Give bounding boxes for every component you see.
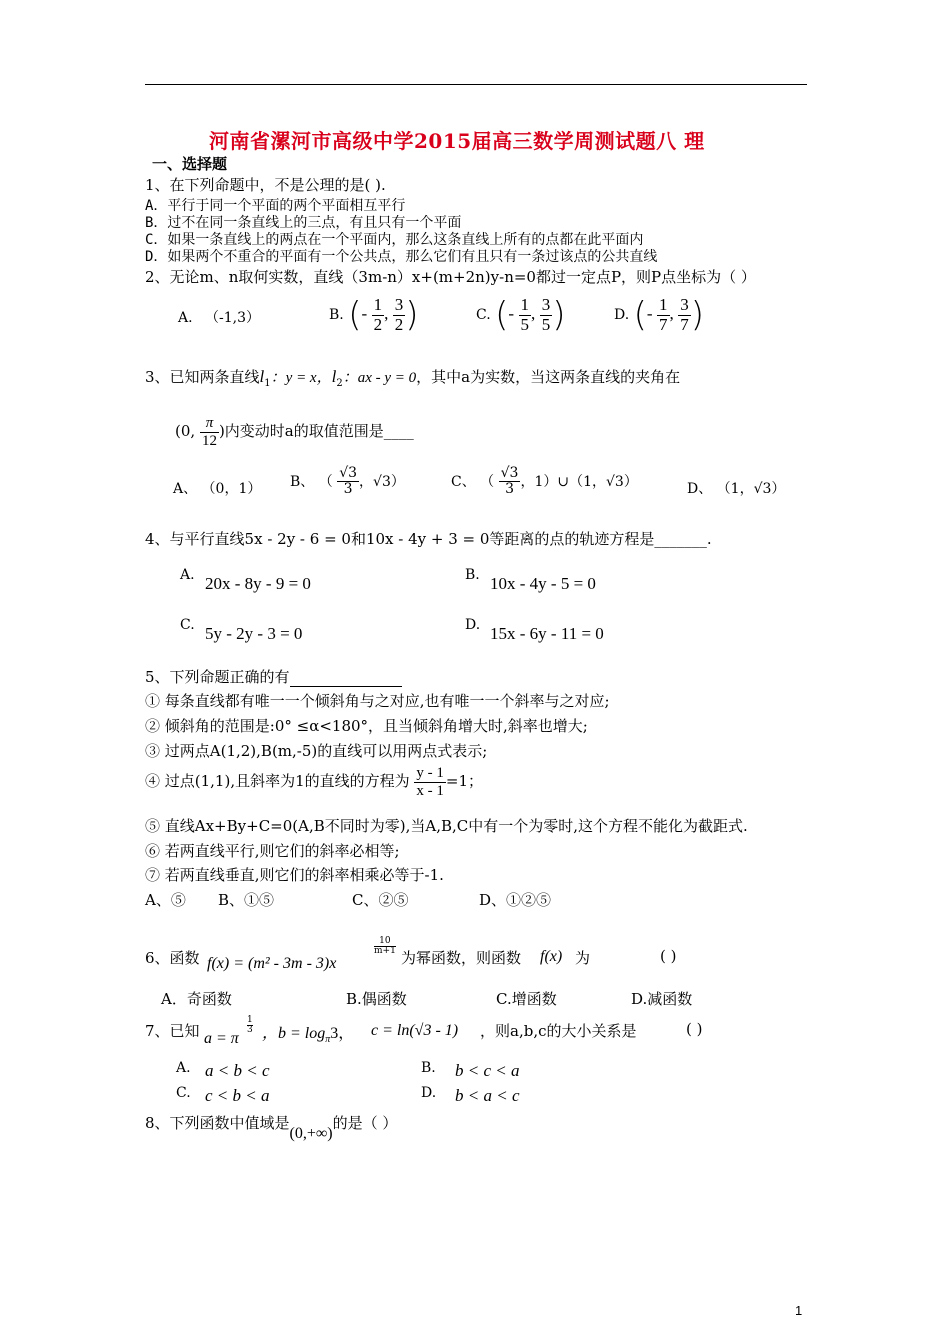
q5-option-b: B、①⑤ [218, 891, 275, 909]
q3-option-b [290, 466, 405, 498]
q5-statement-4 [145, 765, 483, 799]
q6-function: f(x) = (m² - 3m - 3)x [207, 955, 337, 972]
q4-option-d-label: D. [465, 617, 481, 633]
q2-option-a-label: A. [178, 310, 193, 326]
q2-option-d: D. (- $\frac{1}{7}$ , $\frac{3}{7}$ ) [614, 295, 704, 336]
q3b-sqrt3: √3 [339, 465, 358, 481]
q7-b-sub: π [325, 1034, 331, 1045]
q5-statement-7: ⑦ 若两直线垂直,则它们的斜率相乘必等于-1. [145, 866, 444, 884]
q3b-three: 3 [343, 481, 353, 498]
q3-l1-sub: 1 [264, 378, 271, 389]
q7-a-exp-num: 1 [247, 1015, 253, 1025]
q3-l1-eq: ：y = x， [270, 370, 332, 386]
q2-option-a-value: （-1,3） [205, 310, 261, 326]
q6-stem-pre: 6、函数 [145, 949, 200, 967]
q6-paren: ( ) [660, 947, 677, 965]
q6-exp-den: m+1 [374, 946, 396, 957]
q2c-den1: 5 [520, 314, 530, 334]
q6-post: 为 [575, 949, 591, 967]
q7-a-exp-den: 3 [247, 1025, 253, 1036]
q3-option-c-post: ，1）∪（1，√3） [520, 473, 638, 490]
q2c-num2: 3 [541, 295, 551, 314]
q3-option-b-post: ，√3） [359, 473, 405, 490]
q2b-num2: 3 [394, 295, 404, 314]
q7-option-d: b < a < c [455, 1086, 520, 1105]
q2b-den1: 2 [373, 314, 383, 334]
q3-stem [145, 366, 680, 389]
q2-stem: 2、无论m、n取何实数，直线（3m-n）x+(m+2n)y-n=0都过一定点P，则P点坐标为（ ） [145, 268, 756, 286]
q6-option-a: A．奇函数 [161, 990, 232, 1008]
q3-twelve: 12 [201, 432, 217, 449]
q7-paren: ( ) [686, 1020, 703, 1038]
q3c-sqrt3: √3 [500, 465, 519, 481]
q3-option-b-pre: B、 （ [290, 473, 333, 490]
q8-stem [145, 1112, 398, 1142]
q7-b [262, 1020, 354, 1045]
q5-s4-post: =1； [445, 772, 484, 790]
q6-mid: 为幂函数，则函数 [401, 949, 522, 967]
q6-exp-num: 10 [374, 937, 396, 947]
q2d-num2: 3 [680, 295, 689, 314]
q1-stem: 1、在下列命题中，不是公理的是( ). [145, 176, 386, 194]
q7-option-b-label: B. [421, 1060, 436, 1076]
q5-stem-text: 5、下列命题正确的有 [145, 668, 290, 686]
page-number: 1 [795, 1303, 803, 1318]
q5-option-c: C、②⑤ [352, 891, 409, 909]
q6-option-c: C.增函数 [496, 990, 557, 1008]
q2d-den2: 7 [680, 314, 689, 334]
q4-option-b: 10x - 4y - 5 = 0 [490, 574, 596, 593]
q2-option-d-label: D. [614, 307, 630, 324]
q8-stem-post: 的是（ ） [332, 1114, 398, 1132]
q2-option-b-label: B. [329, 307, 344, 324]
q2c-den2: 5 [541, 314, 551, 334]
q3-option-c-pre: C、 （ [451, 473, 495, 490]
q2-option-b: B. (- $\frac{1}{2}$ , $\frac{3}{2}$ ) [329, 295, 419, 336]
q2d-den1: 7 [659, 314, 668, 334]
q7-c-eq: c = ln(√3 - 1) [371, 1022, 459, 1039]
q1-option-d: D．如果两个不重合的平面有一个公共点，那么它们有且只有一条过该点的公共直线 [145, 249, 658, 265]
q3-range [175, 415, 414, 449]
q5-s4-den: x - 1 [416, 782, 444, 799]
q6-option-d: D.减函数 [631, 990, 693, 1008]
q3-option-d: D、 （1，√3） [687, 481, 786, 497]
q2-option-c: C. (- $\frac{1}{5}$ , $\frac{3}{5}$ ) [476, 295, 566, 336]
q4-option-b-label: B. [465, 567, 480, 583]
page-title: 河南省漯河市高级中学2015届高三数学周测试题八 理 [209, 129, 705, 153]
q3-range-pre: (0, [175, 422, 196, 440]
q5-statement-1: ① 每条直线都有唯一一个倾斜角与之对应,也有唯一一个斜率与之对应; [145, 692, 610, 710]
q4-stem: 4、与平行直线5x - 2y - 6 = 0和10x - 4y + 3 = 0等距离的点的轨迹方程是_______. [145, 530, 712, 548]
q7-stem-post: ，则a,b,c的大小关系是 [480, 1022, 637, 1040]
q3-l2: l [331, 367, 337, 386]
q6-exponent [374, 937, 396, 957]
q4-option-a: 20x - 8y - 9 = 0 [205, 574, 311, 593]
q2-option-c-label: C. [476, 307, 491, 324]
q2-option-a [178, 307, 260, 327]
q5-statement-5: ⑤ 直线Ax+By+C=0(A,B不同时为零),当A,B,C中有一个为零时,这个方程不能化为截距式. [145, 817, 748, 835]
q3-l2-eq: ：ax - y = 0 [342, 370, 417, 386]
q2c-num1: 1 [520, 295, 530, 314]
q3-l2-sub: 2 [336, 378, 343, 389]
q5-statement-6: ⑥ 若两直线平行,则它们的斜率必相等; [145, 842, 400, 860]
q3-range-post: )内变动时a的取值范围是____ [218, 422, 414, 440]
q7-option-a: a < b < c [205, 1061, 270, 1080]
q5-s4-num: y - 1 [416, 765, 444, 781]
q6-option-b: B.偶函数 [346, 990, 407, 1008]
q3-option-c [451, 466, 638, 498]
q7-stem-pre: 7、已知 [145, 1022, 200, 1040]
q5-statement-3: ③ 过两点A(1,2),B(m,-5)的直线可以用两点式表示; [145, 742, 488, 760]
q4-option-a-label: A. [180, 567, 195, 583]
q3-pi: π [200, 415, 219, 433]
q7-option-b: b < c < a [455, 1061, 520, 1080]
q7-b-post: 3， [330, 1025, 355, 1042]
q7-option-c: c < b < a [205, 1086, 270, 1105]
q5-stem [145, 666, 402, 687]
q1-option-a: A．平行于同一个平面的两个平面相互平行 [145, 198, 406, 214]
q5-answer-blank [290, 668, 402, 687]
q5-statement-2: ② 倾斜角的范围是:0° ≤α<180°，且当倾斜角增大时,斜率也增大; [145, 717, 588, 735]
q7-b-eq: ，b = log [262, 1025, 326, 1042]
q1-option-c: C．如果一条直线上的两点在一个平面内，那么这条直线上所有的点都在此平面内 [145, 232, 644, 248]
q3-l1: l [259, 367, 265, 386]
section-heading: 一、选择题 [152, 155, 228, 173]
q7-a-exponent [247, 1016, 253, 1036]
q3-stem-pre: 3、已知两条直线 [145, 368, 260, 386]
q2d-num1: 1 [659, 295, 668, 314]
q8-stem-pre: 8、下列函数中值域是 [145, 1114, 290, 1132]
q4-option-d: 15x - 6y - 11 = 0 [490, 624, 604, 643]
q7-a-eq: a = π [204, 1030, 239, 1047]
q3-option-a: A、 （0，1） [173, 481, 262, 497]
q5-s4-pre: ④ 过点(1,1),且斜率为1的直线的方程为 [145, 772, 410, 790]
q1-option-b: B．过不在同一条直线上的三点，有且只有一个平面 [145, 215, 462, 231]
q5-option-d: D、①②⑤ [479, 891, 552, 909]
header-rule [145, 84, 807, 85]
q7-option-d-label: D. [421, 1085, 437, 1101]
q2b-num1: 1 [373, 295, 383, 314]
q2b-den2: 2 [394, 314, 404, 334]
q4-option-c-label: C. [180, 617, 195, 633]
q3c-three: 3 [505, 481, 514, 498]
q7-option-a-label: A. [176, 1060, 191, 1076]
q5-option-a: A、⑤ [145, 891, 186, 909]
q8-range: (0,+∞) [289, 1125, 333, 1142]
q4-option-c: 5y - 2y - 3 = 0 [205, 624, 303, 643]
q3-stem-post: ，其中a为实数，当这两条直线的夹角在 [416, 368, 681, 386]
q7-option-c-label: C. [176, 1085, 191, 1101]
q6-fx: f(x) [540, 948, 563, 965]
